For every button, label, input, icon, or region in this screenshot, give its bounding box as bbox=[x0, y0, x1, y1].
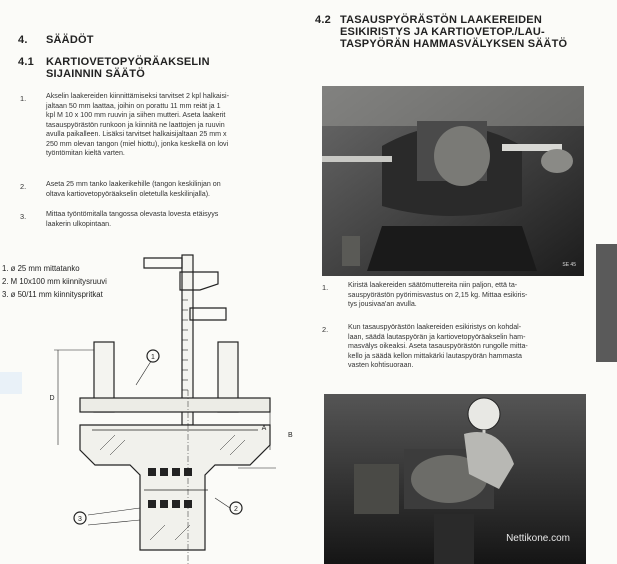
right-step-2-number: 2. bbox=[322, 325, 329, 334]
section-4-2-title-line1: TASAUSPYÖRÄSTÖN LAAKEREIDEN bbox=[340, 14, 542, 26]
text-line: Kiristä laakereiden säätömuttereita niin paljon, että ta- bbox=[348, 281, 518, 289]
photo-backlash-dial-gauge bbox=[324, 394, 586, 564]
text-line: vasten kohtisuoraan. bbox=[348, 361, 414, 369]
chapter-tab bbox=[596, 244, 617, 362]
text-line: Aseta 25 mm tanko laakerikehille (tangon keskilinjan on bbox=[46, 180, 221, 188]
dial-gauge bbox=[468, 398, 500, 430]
right-step-1-text bbox=[348, 281, 588, 310]
step-1-number: 1. bbox=[20, 94, 27, 103]
text-line: Mittaa työntömitalla tangossa olevasta lovesta etäisyys bbox=[46, 210, 219, 218]
text-line: tasauspyörästön runkoon ja kiinnitä ne laattojen ja ruuvin bbox=[46, 120, 225, 129]
text-line: sauspyörästön pyörimisvastus on 2,15 kg. Mittaa esikiris- bbox=[348, 290, 528, 299]
callout-2: 2 bbox=[234, 506, 238, 513]
text-line: jaltaan 50 mm laattaa, joihin on porattu 11 mm reiät ja 1 bbox=[46, 101, 221, 110]
text-line: oltava kartiovetopyöräakselin oletetulla keskilinjalla). bbox=[46, 189, 211, 198]
step-1-text bbox=[46, 92, 286, 159]
step-2-text bbox=[46, 180, 286, 199]
caliper-slider-2 bbox=[190, 308, 226, 320]
text-line: kpl M 10 x 100 mm ruuvin ja siihen mutteri. Aseta laakerit bbox=[46, 111, 226, 119]
step-3-number: 3. bbox=[20, 212, 27, 221]
photo-preload-measurement bbox=[322, 86, 584, 276]
dim-label-a: A bbox=[261, 425, 267, 432]
section-4-2-title-line2: ESIKIRISTYS JA KARTIOVETOP./LAU- bbox=[340, 26, 545, 38]
section-4-2-title-line3: TASPYÖRÄN HAMMASVÄLYKSEN SÄÄTÖ bbox=[340, 38, 568, 50]
measuring-bar bbox=[80, 398, 270, 412]
text-line: masvälys oikeaksi. Aseta tasauspyörästön rungolle mitta- bbox=[348, 342, 528, 350]
text-line: tys jousivaa'an avulla. bbox=[348, 300, 417, 308]
bearing-measurement-diagram bbox=[40, 250, 280, 564]
dim-label-b: B bbox=[288, 432, 293, 439]
text-line: 250 mm olevan tangon (miel hiottu), jonka keskellä on lovi bbox=[46, 139, 229, 148]
scan-mark bbox=[0, 372, 22, 394]
caliper-jaw-top bbox=[144, 258, 182, 268]
right-step-1-number: 1. bbox=[322, 283, 329, 292]
text-line: Akselin laakereiden kiinnittämiseksi tarvitset 2 kpl halkaisi- bbox=[46, 92, 229, 100]
step-2-number: 2. bbox=[20, 182, 27, 191]
chapter-title: SÄÄDÖT bbox=[46, 34, 94, 46]
step-3-text bbox=[46, 210, 286, 229]
photo-code: SE 45 bbox=[562, 262, 576, 268]
legend-item-1: 1. ø 25 mm mittatanko bbox=[2, 264, 80, 273]
text-line: avulla paikalleen. Lisäksi tarvitset halkaisijaltaan 25 mm x bbox=[46, 130, 227, 138]
callout-3: 3 bbox=[78, 516, 82, 523]
text-line: laan, säädä lautaspyörän ja kartiovetopyöräakselin ham- bbox=[348, 332, 526, 341]
text-line: Kun tasauspyörästön laakereiden esikiristys on kohdal- bbox=[348, 323, 522, 331]
section-4-2-number: 4.2 bbox=[315, 14, 331, 26]
chapter-number: 4. bbox=[18, 34, 28, 46]
legend-item-2: 2. M 10x100 mm kiinnitysruuvi bbox=[2, 277, 107, 286]
section-4-1-title-line1: KARTIOVETOPYÖRÄAKSELIN bbox=[46, 56, 210, 68]
text-line: työntömitan kieltä varten. bbox=[46, 149, 125, 157]
right-step-2-text bbox=[348, 323, 588, 371]
text-line: laakerin ulkopintaan. bbox=[46, 219, 112, 228]
text-line: kello ja säädä kellon mittakärki lautaspyörän hammasta bbox=[348, 351, 522, 360]
section-4-1-number: 4.1 bbox=[18, 56, 34, 68]
legend-item-3: 3. ø 50/11 mm kiinnityspritkat bbox=[2, 290, 103, 299]
callout-1: 1 bbox=[151, 354, 155, 361]
section-4-1-title-line2: SIJAINNIN SÄÄTÖ bbox=[46, 68, 145, 80]
watermark: Nettikone.com bbox=[506, 533, 570, 544]
dim-label-d: D bbox=[49, 395, 55, 402]
